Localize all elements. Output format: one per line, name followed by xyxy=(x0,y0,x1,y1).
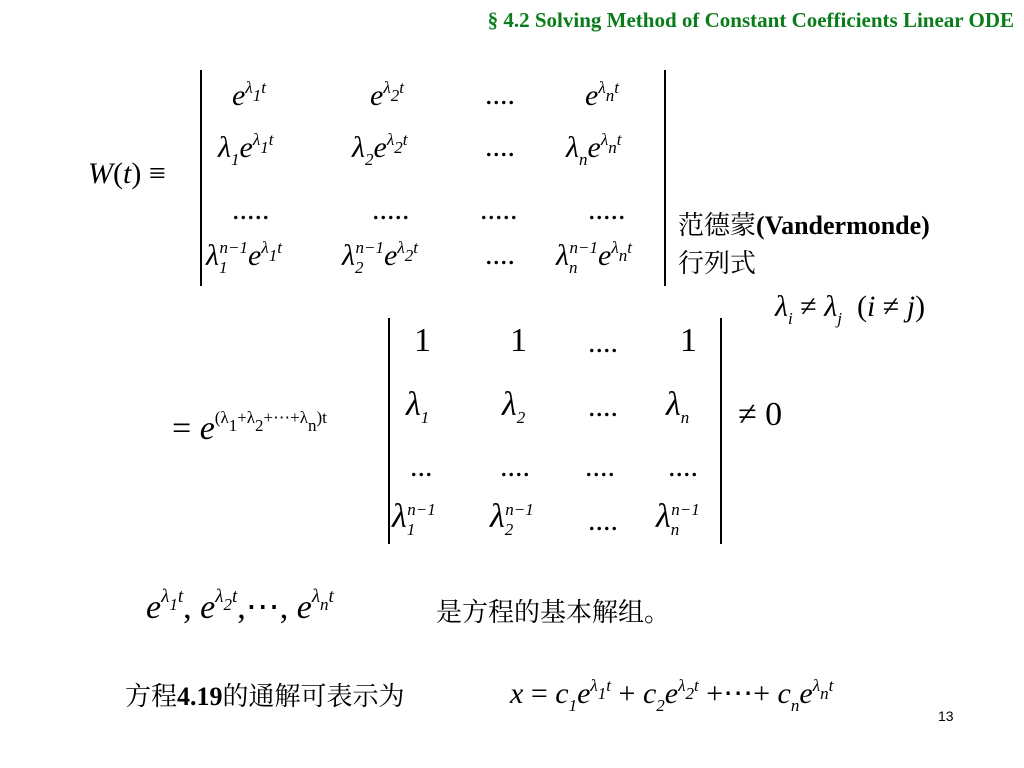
v-r2c2: $\lambda_2$ xyxy=(502,386,526,427)
v-r1c2: 1 xyxy=(510,322,527,359)
w-r3c2: ..... xyxy=(372,193,410,226)
general-solution-label: 方程4.19的通解可表示为 xyxy=(125,682,405,712)
v-r2c4: $\lambda_n$ xyxy=(666,386,690,427)
v-r1c1: 1 xyxy=(414,322,431,359)
v-r4c4: $\lambda_n^{n-1}$ xyxy=(656,498,700,539)
general-solution-formula: $x = c_1e^{\lambda_1t} + c_2e^{\lambda_2t}$ +⋯+ $c_ne^{\lambda_nt}$ xyxy=(510,676,834,715)
w-r1c4: $e^{\lambda_nt}$ xyxy=(585,78,619,112)
w-r3c3: ..... xyxy=(480,193,518,226)
v-r3c3: .... xyxy=(585,450,615,483)
w-r3c4: ..... xyxy=(588,193,626,226)
fundamental-solution-text: 是方程的基本解组。 xyxy=(436,598,671,628)
w-r2c3: .... xyxy=(485,130,515,163)
w-r1c3: .... xyxy=(485,78,515,111)
nonzero-result: ≠ 0 xyxy=(738,396,783,433)
determinant-left-bar xyxy=(200,70,202,286)
v-r2c3: .... xyxy=(588,390,618,423)
v-r3c4: .... xyxy=(668,450,698,483)
page-number: 13 xyxy=(938,708,954,724)
w-r4c3: .... xyxy=(485,238,515,271)
v-r3c2: .... xyxy=(500,450,530,483)
v-r2c1: $\lambda_1$ xyxy=(406,386,430,427)
slide-title: § 4.2 Solving Method of Constant Coefficients Linear ODE xyxy=(487,8,1014,32)
v-r4c2: $\lambda_2^{n-1}$ xyxy=(490,498,534,539)
v-r3c1: ... xyxy=(410,450,433,483)
w-r2c2: $\lambda_2e^{\lambda_2t}$ xyxy=(352,130,408,169)
w-r1c1: $e^{\lambda_1t}$ xyxy=(232,78,266,112)
v-r1c3: .... xyxy=(588,326,618,359)
w-r4c2: $\lambda_2^{n-1}e^{\lambda_2t}$ xyxy=(342,238,418,277)
determinant-right-bar xyxy=(664,70,666,286)
v-r4c1: $\lambda_1^{n-1}$ xyxy=(392,498,436,539)
w-r3c1: ..... xyxy=(232,193,270,226)
v-r4c3: .... xyxy=(588,504,618,537)
vandermonde-left-bar xyxy=(388,318,390,544)
w-r2c1: $\lambda_1e^{\lambda_1t}$ xyxy=(218,130,274,169)
fundamental-solution-list: $e^{\lambda_1t}$, $e^{\lambda_2t},\cdots$, $e^{\lambda_nt}$ xyxy=(146,586,334,626)
wronskian-lhs: W(t) ≡ xyxy=(88,157,166,190)
distinct-roots-condition: $\lambda_i \ne \lambda_j$ (i ≠ j) xyxy=(775,290,926,328)
w-r2c4: $\lambda_ne^{\lambda_nt}$ xyxy=(566,130,622,169)
determinant-label: 行列式 xyxy=(678,249,757,279)
v-r1c4: 1 xyxy=(680,322,697,359)
w-r4c4: $\lambda_n^{n-1}e^{\lambda_nt}$ xyxy=(556,238,632,277)
vandermonde-label: 范德蒙(Vandermonde) xyxy=(678,211,930,241)
w-r1c2: $e^{\lambda_2t}$ xyxy=(370,78,404,112)
w-r4c1: $\lambda_1^{n-1}e^{\lambda_1t}$ xyxy=(206,238,282,277)
vandermonde-right-bar xyxy=(720,318,722,544)
vandermonde-prefix: = $e^{(\lambda_1+\lambda_2+\cdots+\lambda_n)t}$ xyxy=(172,408,327,447)
